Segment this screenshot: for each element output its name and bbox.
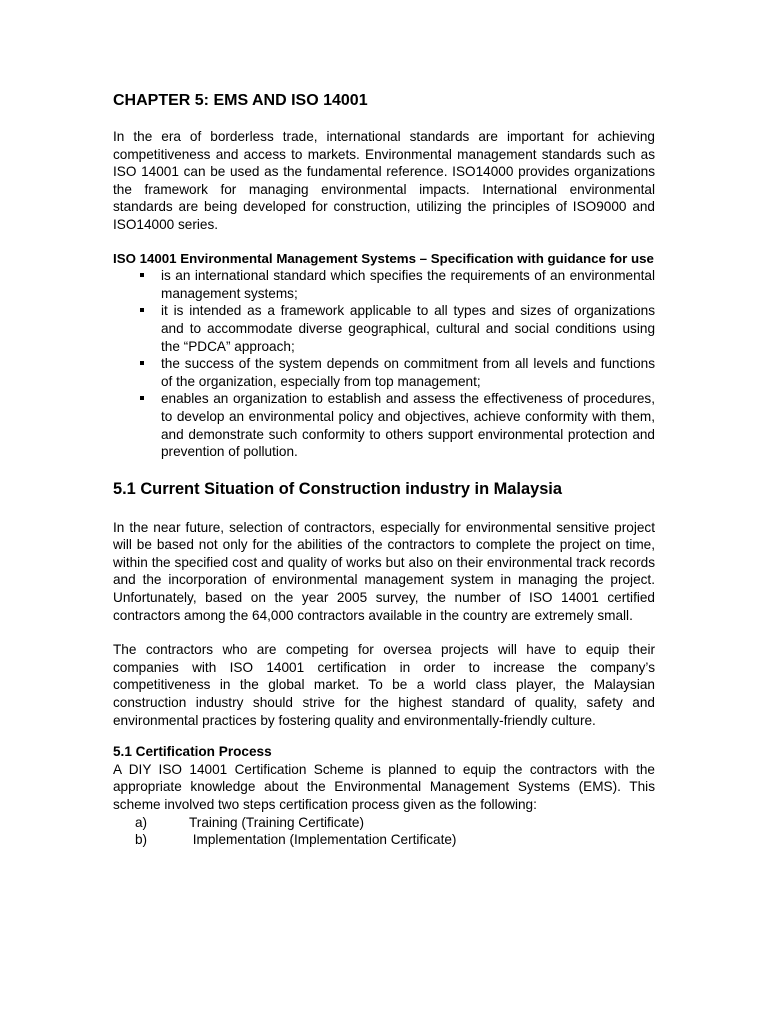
section-5-1-title: 5.1 Current Situation of Construction industry in Malaysia [113, 479, 562, 498]
list-item [113, 831, 655, 849]
square-bullet-icon [140, 361, 144, 365]
paragraph-spacer [113, 624, 655, 641]
iso-standard-heading: ISO 14001 Environmental Management Systems – Specification with guidance for use [113, 250, 654, 266]
document-content [113, 90, 655, 849]
list-item [113, 267, 655, 302]
certification-steps [113, 814, 655, 849]
section-paragraph-2: The contractors who are competing for oversea projects will have to equip their companies with ISO 14001 certification in order to increase the company’s competitiveness in the global market. To be a world class player, the Malaysian construction industry should strive for the highest standard of quality, safety and environmental practices by fostering quality and environmentally-friendly culture. [113, 642, 655, 728]
step-text: Implementation (Implementation Certificate) [189, 832, 457, 848]
list-item [113, 355, 655, 390]
list-item [113, 390, 655, 460]
list-item-text: enables an organization to establish and assess the effectiveness of procedures, to develop an environmental policy and objectives, achieve conformity with them, and demonstrate such conformity to others support environmental protection and prevention of pollution. [161, 391, 655, 460]
section-paragraph-1: In the near future, selection of contractors, especially for environmental sensitive project will be based not only for the abilities of the contractors to complete the project on time, within the specified cost and quality of works but also on their environmental track records and the incorporation of environmental management system in managing the project. Unfortunately, based on the year 2005 survey, the number of ISO 14001 certified contractors among the 64,000 contractors available in the country are extremely small. [113, 519, 655, 623]
list-item-text: the success of the system depends on commitment from all levels and functions of the organization, especially from top management; [161, 356, 655, 389]
square-bullet-icon [140, 273, 144, 277]
certification-paragraph: A DIY ISO 14001 Certification Scheme is planned to equip the contractors with the appropriate knowledge about the Environmental Management Systems (EMS). This scheme involved two steps certification process given as the following: [113, 761, 655, 812]
list-item [113, 814, 655, 832]
chapter-title: CHAPTER 5: EMS AND ISO 14001 [113, 92, 368, 109]
list-item [113, 302, 655, 355]
certification-heading: 5.1 Certification Process [113, 744, 272, 760]
square-bullet-icon [140, 308, 144, 312]
step-letter: b) [135, 832, 148, 848]
list-item-text: is an international standard which specifies the requirements of an environmental management systems; [161, 268, 655, 301]
iso-bullet-list [113, 267, 655, 461]
step-text: Training (Training Certificate) [189, 814, 365, 830]
list-item-text: it is intended as a framework applicable to all types and sizes of organizations and to accommodate diverse geographical, cultural and social conditions using the “PDCA” approach; [161, 303, 655, 354]
step-letter: a) [135, 814, 148, 830]
square-bullet-icon [140, 396, 144, 400]
intro-paragraph: In the era of borderless trade, international standards are important for achieving competitiveness and access to markets. Environmental management standards such as ISO 14001 can be used as the fundamental reference. ISO14000 provides organizations the framework for managing environmental impacts. International environmental standards are being developed for construction, utilizing the principles of ISO9000 and ISO14000 series. [113, 129, 655, 232]
